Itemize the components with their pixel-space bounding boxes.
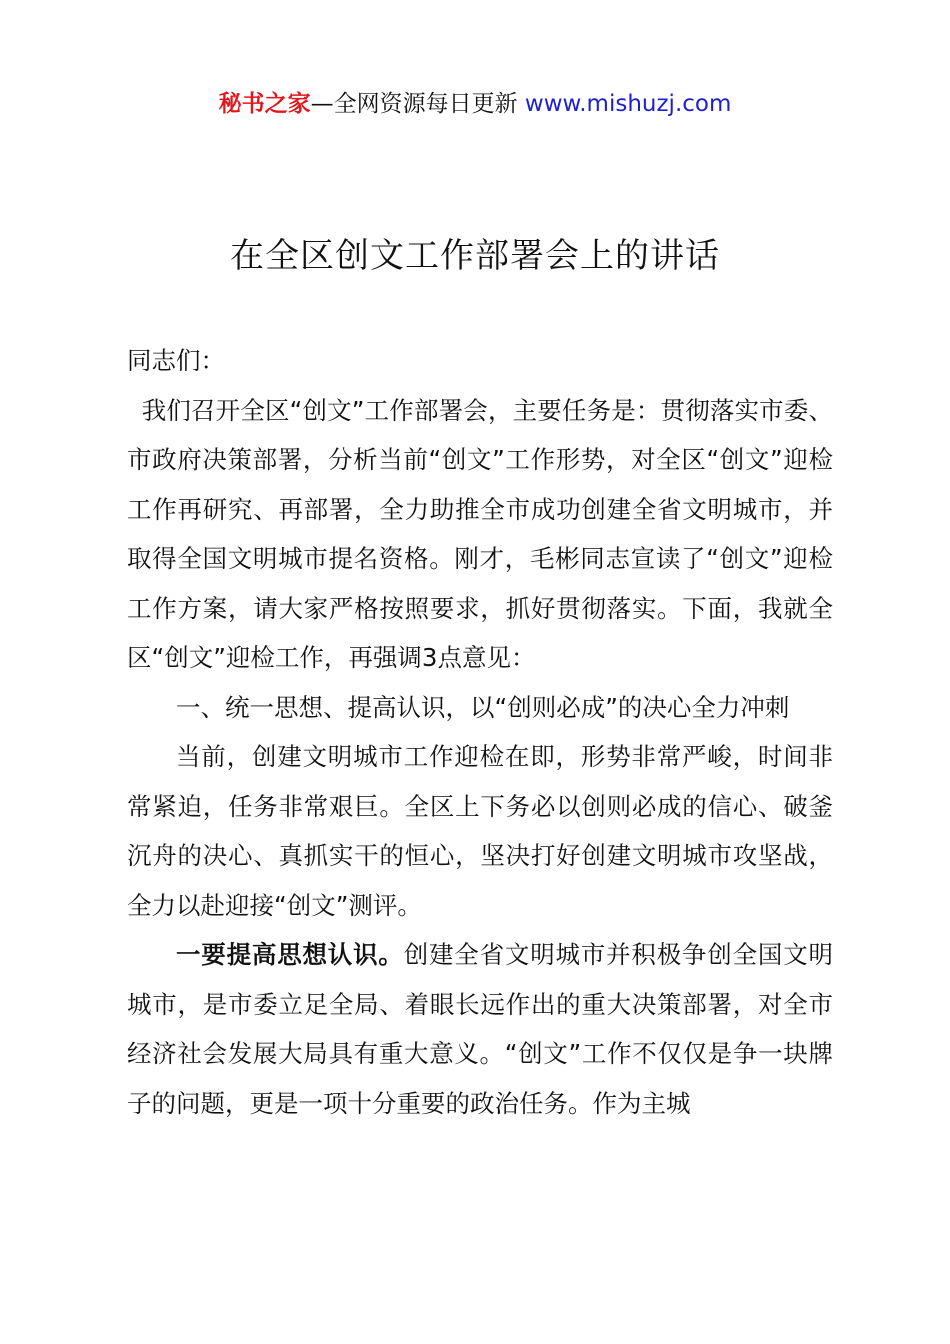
section-heading-1: 一、统一思想、提高认识，以“创则必成”的决心全力冲刺: [176, 692, 790, 722]
point-text: 创建全省文明城市并积极争创全国文明城市，是市委立足全局、着眼长远作出的重大决策部署，对全市经济社会发展大局具有重大意义。“创文”工作不仅仅是争一块牌子的问题，更是一项十分重要的政治任务。作为主城: [127, 940, 834, 1118]
header-tagline: —全网资源每日更新: [310, 91, 518, 117]
section-paragraph-1: 当前，创建文明城市工作迎检在即，形势非常严峻，时间非常紧迫，任务非常艰巨。全区上下务必以创则必成的信心、破釜沉舟的决心、真抓实干的恒心，坚决打好创建文明城市攻坚战，全力以赴迎接“创文”测评。: [127, 742, 833, 920]
point-lead: 一要提高思想认识。: [176, 940, 404, 969]
site-link[interactable]: www.mishuzj.com: [524, 91, 732, 117]
page-header: [0, 88, 950, 120]
document-title: 在全区创文工作部署会上的讲话: [230, 236, 720, 276]
document-body: [127, 336, 833, 1128]
brand-name: 秘书之家: [218, 91, 311, 117]
point-paragraph-1: [127, 930, 833, 1128]
opening-paragraph: 我们召开全区“创文”工作部署会，主要任务是：贯彻落实市委、市政府决策部署，分析当前“创文”工作形势，对全区“创文”迎检工作再研究、再部署，全力助推全市成功创建全省文明城市，并取得全国文明城市提名资格。刚才，毛彬同志宣读了“创文”迎检工作方案，请大家严格按照要求，抓好贯彻落实。下面，我就全区“创文”迎检工作，再强调3点意见：: [127, 395, 833, 672]
salutation: 同志们：: [127, 346, 225, 375]
